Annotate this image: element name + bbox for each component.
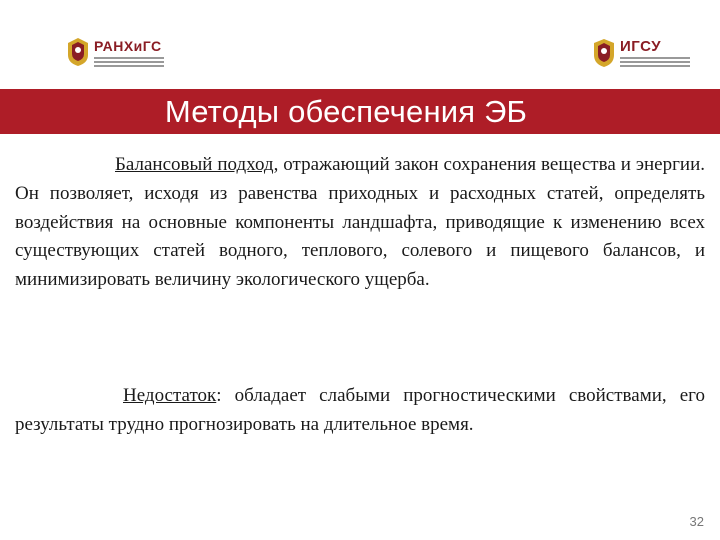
ranepa-logo-text: РАНХиГС: [94, 38, 162, 54]
ranepa-logo: [66, 37, 166, 67]
page-number: 32: [689, 514, 704, 529]
paragraph-body: , отражающий закон сохранения вещества и энергии. Он позволяет, исходя из равенства приходных и расходных статей, определять воздействия на основные компоненты ландшафта, приводящие к изменению всех существующих статей водного, теплового, солевого и пищевого балансов, и минимизировать величину экологического ущерба.: [15, 154, 705, 291]
paragraph-balance-approach: [15, 151, 705, 295]
term-balance-approach: Балансовый подход: [115, 154, 274, 175]
igsu-logo: [592, 37, 690, 69]
slide-title: Методы обеспечения ЭБ: [164, 94, 528, 129]
logo-subtitle-lines: [620, 57, 690, 69]
paragraph-shortcoming: [15, 382, 705, 440]
logo-subtitle-lines: [94, 57, 164, 69]
igsu-logo-text: ИГСУ: [620, 38, 662, 55]
emblem-icon: [592, 37, 616, 69]
term-shortcoming: Недостаток: [123, 385, 217, 406]
paragraph-body: : обладает слабыми прогностическими свойствами, его результаты трудно прогнозировать на длительное время.: [15, 385, 705, 435]
emblem-icon: [66, 37, 90, 67]
